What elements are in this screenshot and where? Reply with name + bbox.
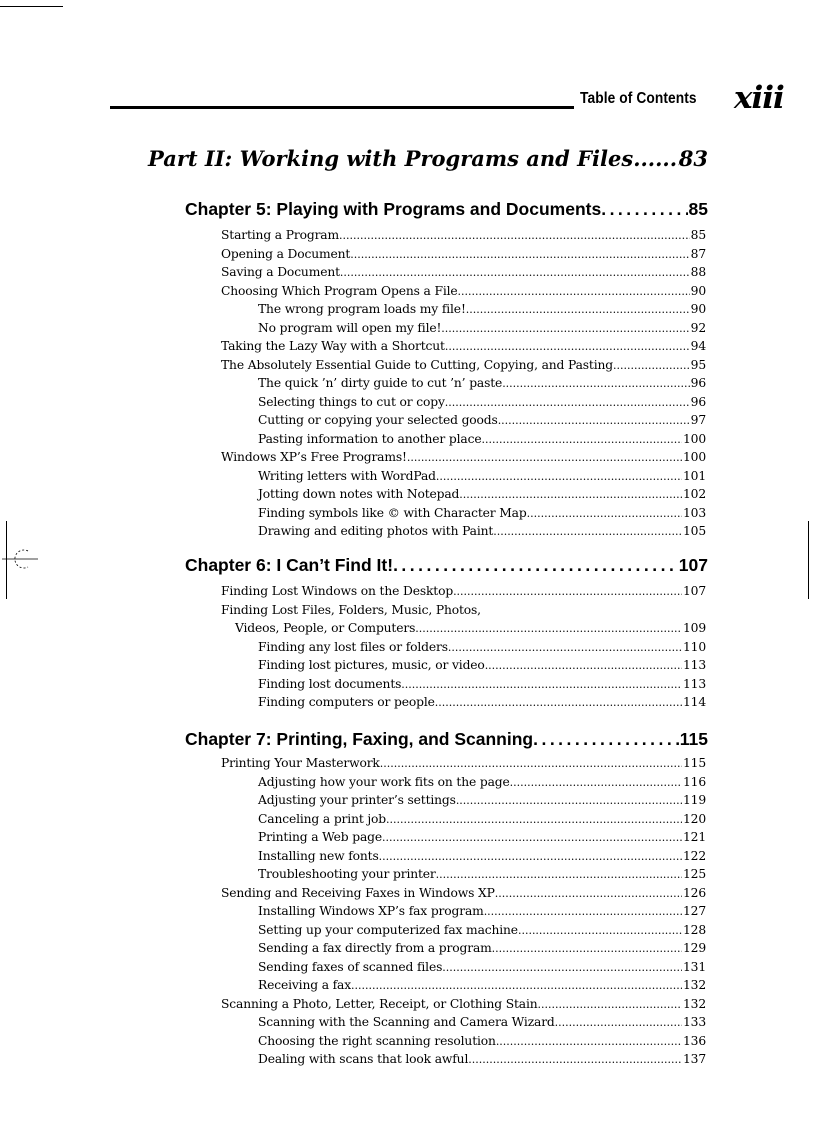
toc-subentry: Dealing with scans that look awful ..... 137 <box>221 1050 706 1069</box>
toc-subentry: Drawing and editing photos with Paint ..... 105 <box>221 522 706 541</box>
running-header-title: Table of Contents <box>580 90 697 107</box>
toc-subentry: No program will open my file! ..... 92 <box>221 319 706 338</box>
part-page: 83 <box>678 146 708 171</box>
toc-list <box>221 582 706 712</box>
toc-subentry: Adjusting how your work fits on the page ..... 116 <box>221 773 706 792</box>
chapter-heading <box>185 729 708 750</box>
chapter-page: 115 <box>679 729 708 749</box>
crop-mark-right <box>808 521 809 599</box>
toc-entry: Opening a Document ..... 87 <box>221 245 706 264</box>
toc-entry: Finding Lost Windows on the Desktop ..... 107 <box>221 582 706 601</box>
toc-subentry: Sending a fax directly from a program ..... 129 <box>221 939 706 958</box>
toc-subentry: Receiving a fax ..... 132 <box>221 976 706 995</box>
toc-entry: Windows XP’s Free Programs! ..... 100 <box>221 448 706 467</box>
leader-dots <box>393 555 678 576</box>
toc-entry: Starting a Program ..... 85 <box>221 226 706 245</box>
toc-subentry: Finding any lost files or folders ..... 110 <box>221 638 706 657</box>
toc-subentry: Adjusting your printer’s settings ..... 119 <box>221 791 706 810</box>
leader-dots <box>633 146 679 171</box>
chapter-title: Chapter 5: Playing with Programs and Documents <box>185 199 602 219</box>
toc-subentry: Canceling a print job ..... 120 <box>221 810 706 829</box>
registration-mark-icon <box>2 548 38 570</box>
toc-subentry: Finding lost pictures, music, or video ..... 113 <box>221 656 706 675</box>
toc-subentry: Troubleshooting your printer ..... 125 <box>221 865 706 884</box>
toc-subentry: The quick ’n’ dirty guide to cut ’n’ paste ..... 96 <box>221 374 706 393</box>
toc-subentry: Choosing the right scanning resolution ..... 136 <box>221 1032 706 1051</box>
toc-subentry: Jotting down notes with Notepad ..... 102 <box>221 485 706 504</box>
chapter-page: 85 <box>688 199 708 219</box>
toc-entry: The Absolutely Essential Guide to Cutting, Copying, and Pasting ..... 95 <box>221 356 706 375</box>
toc-entry: Taking the Lazy Way with a Shortcut ..... 94 <box>221 337 706 356</box>
part-heading <box>148 146 708 171</box>
toc-subentry: Cutting or copying your selected goods ..... 97 <box>221 411 706 430</box>
toc-entry-continued: Videos, People, or Computers ..... 109 <box>221 619 706 638</box>
toc-entry: Choosing Which Program Opens a File ..... 90 <box>221 282 706 301</box>
toc-entry: Finding Lost Files, Folders, Music, Photos, <box>221 602 481 617</box>
toc-subentry: Finding lost documents ..... 113 <box>221 675 706 694</box>
leader-dots <box>533 729 679 750</box>
chapter-title: Chapter 7: Printing, Faxing, and Scanning <box>185 729 534 749</box>
part-title: Part II: Working with Programs and Files <box>148 146 634 171</box>
toc-entry: Scanning a Photo, Letter, Receipt, or Clothing Stain ..... 132 <box>221 995 706 1014</box>
toc-subentry: Installing new fonts ..... 122 <box>221 847 706 866</box>
toc-subentry: Writing letters with WordPad ..... 101 <box>221 467 706 486</box>
toc-subentry: Sending faxes of scanned files ..... 131 <box>221 958 706 977</box>
toc-subentry: Setting up your computerized fax machine ..... 128 <box>221 921 706 940</box>
toc-subentry: Finding symbols like © with Character Map ..... 103 <box>221 504 706 523</box>
chapter-heading <box>185 199 708 220</box>
toc-subentry: Scanning with the Scanning and Camera Wizard ..... 133 <box>221 1013 706 1032</box>
toc-subentry: The wrong program loads my file! ..... 90 <box>221 300 706 319</box>
header-rule <box>110 106 574 109</box>
toc-subentry: Installing Windows XP’s fax program ..... 127 <box>221 902 706 921</box>
toc-entry: Sending and Receiving Faxes in Windows XP ..... 126 <box>221 884 706 903</box>
chapter-page: 107 <box>678 555 708 575</box>
toc-list <box>221 226 706 541</box>
crop-mark-top-left <box>0 6 63 7</box>
toc-entry: Printing Your Masterwork ..... 115 <box>221 754 706 773</box>
toc-subentry: Pasting information to another place ..... 100 <box>221 430 706 449</box>
toc-subentry: Selecting things to cut or copy ..... 96 <box>221 393 706 412</box>
chapter-heading <box>185 555 708 576</box>
leader-dots <box>601 199 687 220</box>
toc-subentry: Printing a Web page ..... 121 <box>221 828 706 847</box>
toc-entry: Saving a Document ..... 88 <box>221 263 706 282</box>
chapter-title: Chapter 6: I Can’t Find It! <box>185 555 394 575</box>
page-number: xiii <box>734 80 784 116</box>
toc-list <box>221 754 706 1069</box>
toc-subentry: Finding computers or people ..... 114 <box>221 693 706 712</box>
